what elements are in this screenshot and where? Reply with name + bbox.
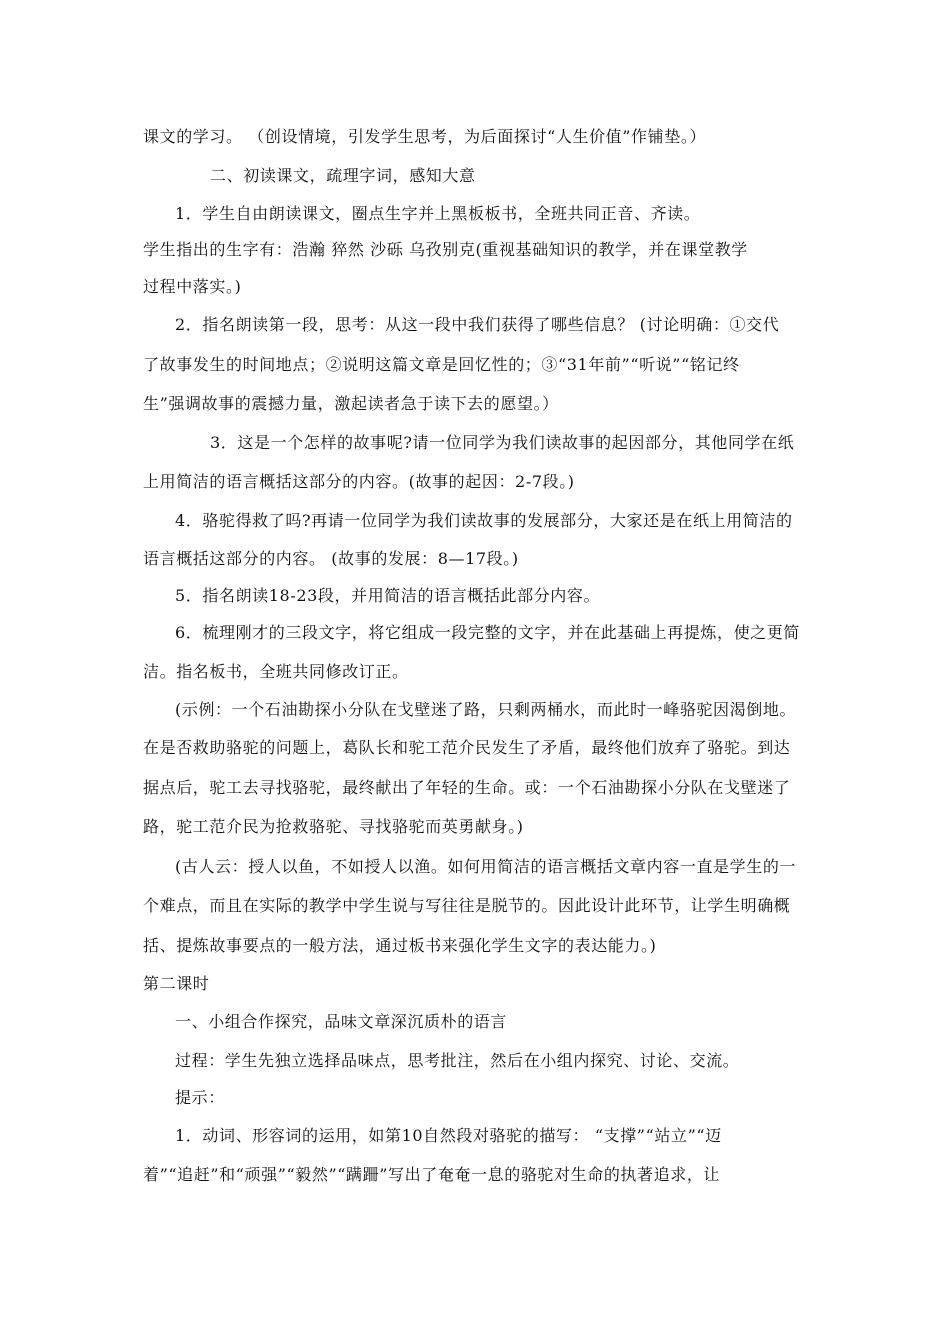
text-line: 了故事发生的时间地点；②说明这篇文章是回忆性的；③“31年前”“听说”“铭记终 (143, 355, 740, 374)
text-line: 6．梳理刚才的三段文字，将它组成一段完整的文字，并在此基础上再提炼，使之更简 (175, 623, 800, 642)
text-line: 路，驼工范介民为抢救骆驼、寻找骆驼而英勇献身。) (143, 817, 524, 836)
text-line: 过程：学生先独立选择品味点，思考批注，然后在小组内探究、讨论、交流。 (175, 1051, 740, 1070)
text-line: 洁。指名板书，全班共同修改订正。 (143, 662, 409, 681)
text-line: 个难点，而且在实际的教学中学生说与写往往是脱节的。因此设计此环节，让学生明确概 (143, 896, 791, 915)
text-line: 过程中落实。) (143, 277, 242, 296)
section-heading: 二、初读课文，疏理字词，感知大意 (210, 166, 476, 185)
text-line: 语言概括这部分的内容。 (故事的发展：8—17段。) (143, 549, 519, 568)
text-line: 学生指出的生字有：浩瀚 猝然 沙砾 乌孜别克(重视基础知识的教学，并在课堂教学 (143, 240, 748, 259)
text-line: 5．指名朗读18-23段，并用简洁的语言概括此部分内容。 (175, 586, 601, 605)
text-line: 着”“追赶”和“顽强”“毅然”“蹒跚”写出了奄奄一息的骆驼对生命的执著追求，让 (143, 1165, 721, 1184)
text-line: 1．动词、形容词的运用，如第10自然段对骆驼的描写： “支撑”“站立”“迈 (175, 1126, 722, 1145)
text-line: 生”强调故事的震撼力量，激起读者急于读下去的愿望。） (143, 394, 559, 413)
text-line: 括、提炼故事要点的一般方法，通过板书来强化学生文字的表达能力。) (143, 936, 657, 955)
text-line: 课文的学习。 （创设情境，引发学生思考，为后面探讨“人生价值”作铺垫。） (143, 127, 707, 146)
section-heading: 一、小组合作探究，品味文章深沉质朴的语言 (175, 1012, 508, 1031)
text-line: 3．这是一个怎样的故事呢?请一位同学为我们读故事的起因部分，其他同学在纸 (210, 433, 795, 452)
text-line: 4．骆驼得救了吗?再请一位同学为我们读故事的发展部分，大家还是在纸上用简洁的 (175, 511, 793, 530)
text-line: 在是否救助骆驼的问题上，葛队长和驼工范介民发生了矛盾，最终他们放弃了骆驼。到达 (143, 738, 791, 757)
text-line: 上用简洁的语言概括这部分的内容。(故事的起因：2-7段。) (143, 472, 575, 491)
text-line: 据点后，驼工去寻找骆驼，最终献出了年轻的生命。或：一个石油勘探小分队在戈壁迷了 (143, 778, 791, 797)
text-line: 1．学生自由朗读课文，圈点生字并上黑板板书，全班共同正音、齐读。 (175, 204, 701, 223)
text-line: (古人云：授人以鱼，不如授人以渔。如何用简洁的语言概括文章内容一直是学生的一 (175, 857, 797, 876)
text-line: 2．指名朗读第一段，思考：从这一段中我们获得了哪些信息？ (讨论明确：①交代 (175, 315, 780, 334)
lesson-heading: 第二课时 (143, 974, 210, 993)
text-line: (示例：一个石油勘探小分队在戈壁迷了路，只剩两桶水，而此时一峰骆驼因渴倒地。 (175, 700, 797, 719)
text-line: 提示： (175, 1088, 225, 1107)
